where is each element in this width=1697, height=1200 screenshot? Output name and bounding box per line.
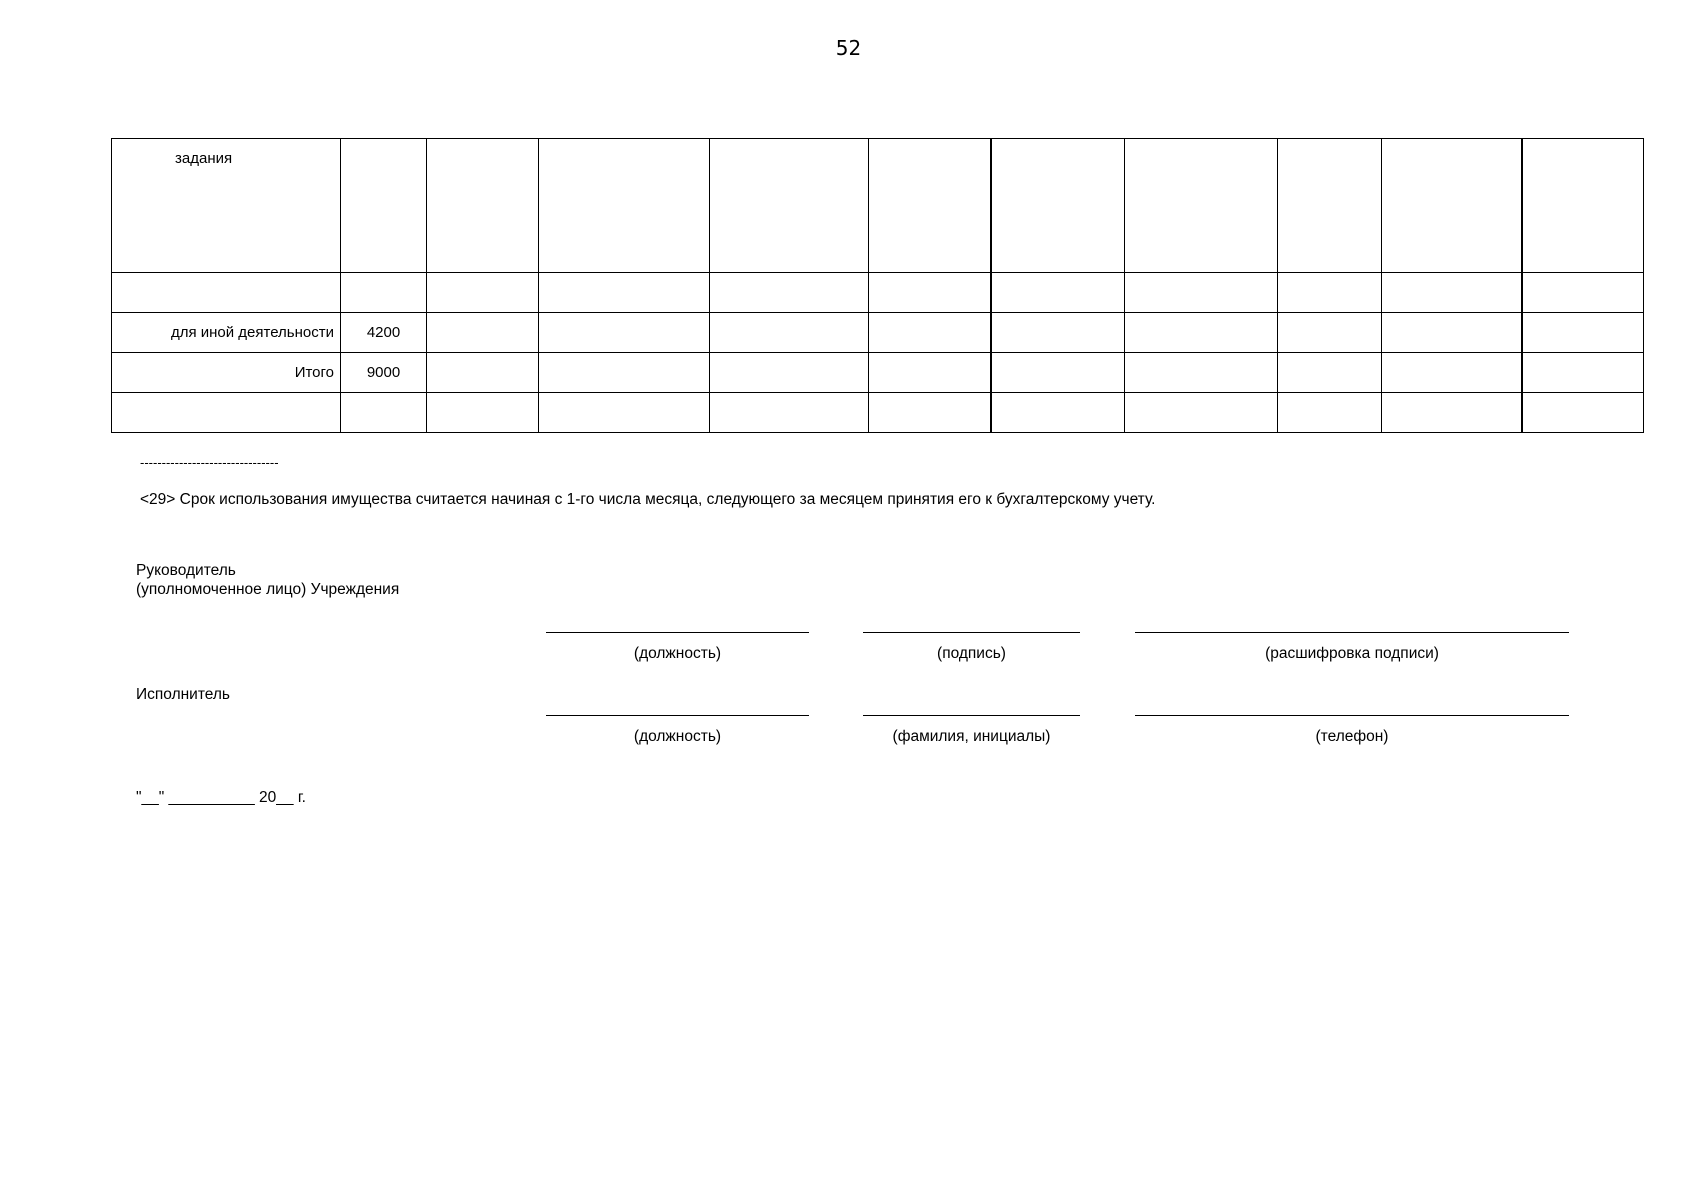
head-signature-label (136, 561, 399, 599)
table-cell (710, 313, 869, 353)
executor-caption-phone: (телефон) (1315, 728, 1389, 745)
table-cell (991, 273, 1125, 313)
table-cell (869, 139, 991, 273)
table-cell (1278, 313, 1382, 353)
table-row (112, 273, 1644, 313)
table-cell (710, 353, 869, 393)
table-cell (991, 139, 1125, 273)
table-cell (539, 353, 710, 393)
table-cell (427, 313, 539, 353)
table-cell (427, 353, 539, 393)
table-cell (1522, 393, 1644, 433)
table-cell (539, 273, 710, 313)
table-cell (1522, 353, 1644, 393)
row-label: Итого (112, 353, 341, 393)
head-caption-decoding: (расшифровка подписи) (1265, 645, 1439, 662)
footnote-separator: -------------------------------- (140, 455, 279, 470)
table-cell (539, 393, 710, 433)
head-decoding-line (1135, 632, 1569, 633)
executor-caption-name: (фамилия, инициалы) (892, 728, 1051, 745)
table-row (112, 353, 1644, 393)
table-cell (341, 393, 427, 433)
table-cell (710, 393, 869, 433)
row-code: 4200 (341, 313, 427, 353)
table-cell (112, 139, 341, 273)
head-caption-position: (должность) (633, 645, 722, 662)
table-cell (427, 273, 539, 313)
executor-caption-position: (должность) (633, 728, 722, 745)
head-position-line (546, 632, 809, 633)
footnote-text: <29> Срок использования имущества считается начиная с 1-го числа месяца, следующего за месяцем принятия его к бухгалтерскому учету. (140, 491, 1156, 508)
table-cell (341, 139, 427, 273)
table-cell (1278, 393, 1382, 433)
head-signature-line (863, 632, 1080, 633)
table-cell (1522, 313, 1644, 353)
table-cell (991, 393, 1125, 433)
table-cell (1278, 353, 1382, 393)
table-cell (869, 313, 991, 353)
head-label-line2: (уполномоченное лицо) Учреждения (136, 581, 400, 598)
table-cell (1522, 139, 1644, 273)
table-cell (1278, 139, 1382, 273)
date-line: "__" __________ 20__ г. (136, 789, 306, 806)
row-code: 9000 (341, 353, 427, 393)
table-cell (1125, 393, 1278, 433)
table-cell (991, 313, 1125, 353)
table-cell (427, 139, 539, 273)
table-cell (1382, 273, 1522, 313)
table-cell (1125, 273, 1278, 313)
table-cell (1278, 273, 1382, 313)
table-cell (1522, 273, 1644, 313)
table-row (112, 393, 1644, 433)
table-cell (869, 353, 991, 393)
table-cell (1382, 393, 1522, 433)
head-caption-signature: (подпись) (937, 645, 1006, 662)
table-row (112, 139, 1644, 273)
executor-phone-line (1135, 715, 1569, 716)
table-cell (112, 393, 341, 433)
table-cell (539, 313, 710, 353)
executor-label: Исполнитель (136, 686, 230, 703)
table-cell (1125, 139, 1278, 273)
data-table (111, 138, 1644, 433)
head-label-line1: Руководитель (136, 562, 236, 579)
executor-name-line (863, 715, 1080, 716)
table-cell (1382, 313, 1522, 353)
table-cell (869, 393, 991, 433)
table-cell (341, 273, 427, 313)
executor-position-line (546, 715, 809, 716)
table-row (112, 313, 1644, 353)
page-number: 52 (835, 36, 862, 60)
row-label: задания (175, 150, 233, 167)
table-cell (1382, 353, 1522, 393)
row-label: для иной деятельности (112, 313, 341, 353)
table-cell (1125, 313, 1278, 353)
table-cell (710, 273, 869, 313)
table-cell (1125, 353, 1278, 393)
table-cell (991, 353, 1125, 393)
table-cell (112, 273, 341, 313)
table-cell (427, 393, 539, 433)
table-cell (869, 273, 991, 313)
table-cell (539, 139, 710, 273)
table-cell (1382, 139, 1522, 273)
table-cell (710, 139, 869, 273)
